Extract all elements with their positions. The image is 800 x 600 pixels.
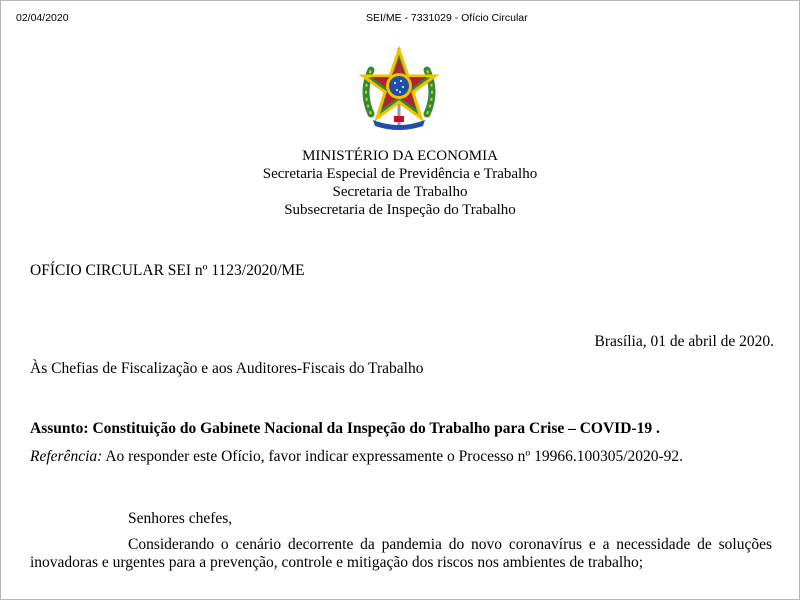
document-title: OFÍCIO CIRCULAR SEI nº 1123/2020/ME <box>30 262 305 279</box>
special-secretariat-name: Secretaria Especial de Previdência e Trabalho <box>262 166 538 182</box>
reference-text: Ao responder este Ofício, favor indicar expressamente o Processo nº 19966.100305/2020-92. <box>105 448 684 465</box>
print-document-reference: SEI/ME - 7331029 - Ofício Circular <box>366 12 528 24</box>
print-date: 02/04/2020 <box>16 12 69 24</box>
secretariat-name: Secretaria de Trabalho <box>332 184 468 200</box>
salutation: Senhores chefes, <box>128 510 233 527</box>
body-paragraph: Considerando o cenário decorrente da pandemia do novo coronavírus e a necessidade de soluções inovadoras e urgentes para a prevenção, controle e mitigação dos riscos nos ambientes de trabalho; <box>30 536 772 571</box>
addressee: Às Chefias de Fiscalização e aos Auditores-Fiscais do Trabalho <box>30 360 424 377</box>
brazil-coat-of-arms-icon <box>357 44 441 134</box>
reference-line <box>30 448 683 466</box>
place-and-date: Brasília, 01 de abril de 2020. <box>594 333 774 350</box>
reference-label: Referência: <box>30 448 103 465</box>
subsecretariat-name: Subsecretaria de Inspeção do Trabalho <box>284 202 516 218</box>
ministry-name: MINISTÉRIO DA ECONOMIA <box>302 148 498 164</box>
subject-line: Assunto: Constituição do Gabinete Nacional da Inspeção do Trabalho para Crise – COVID-19 . <box>30 420 660 437</box>
